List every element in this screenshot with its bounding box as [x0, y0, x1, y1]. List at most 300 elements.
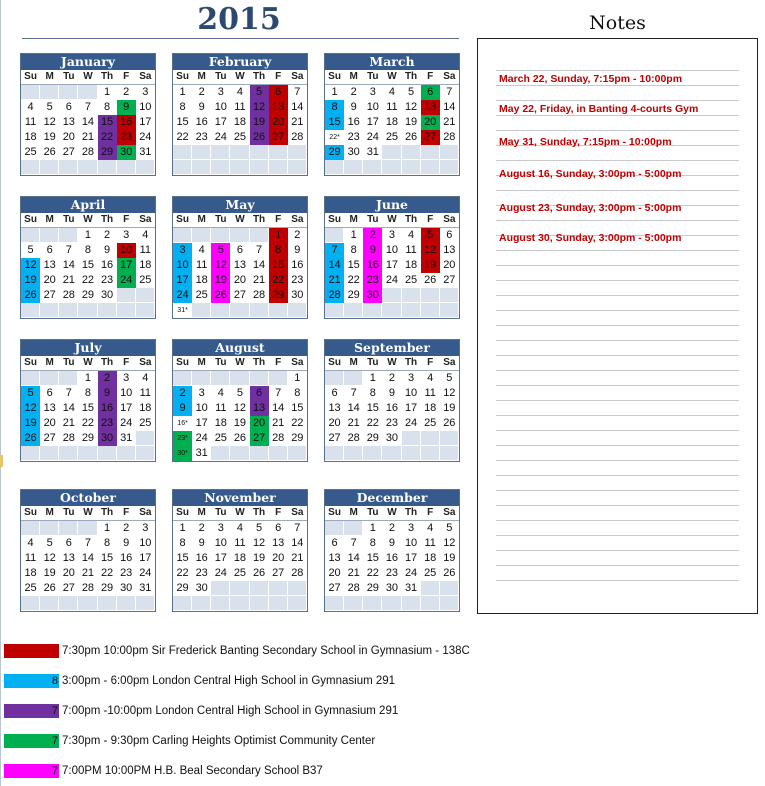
empty-cell — [59, 228, 78, 243]
empty-cell — [402, 145, 421, 160]
day-cell: 15 — [325, 115, 344, 130]
empty-cell — [440, 581, 459, 596]
month-may — [172, 196, 308, 319]
day-cell: 9 — [294, 244, 301, 256]
month-december — [324, 489, 460, 612]
day-cell: 3 — [408, 372, 415, 384]
day-cell: 9 — [104, 244, 111, 256]
weekday-label: W — [83, 71, 93, 82]
weekday-label: W — [387, 214, 397, 225]
month-january — [20, 53, 156, 176]
weekday-label: W — [83, 357, 93, 368]
day-cell: 10 — [366, 101, 379, 113]
weekday-label: Th — [252, 71, 266, 82]
day-cell: 25 — [139, 417, 152, 429]
day-cell: 15 — [366, 402, 379, 414]
day-cell: 26 — [43, 146, 56, 158]
day-cell: 17 — [214, 116, 227, 128]
day-cell: 29 — [269, 288, 288, 303]
month-title: February — [173, 54, 307, 70]
weekday-label: F — [275, 507, 282, 518]
empty-cell — [344, 303, 363, 318]
empty-cell — [402, 431, 421, 446]
empty-cell — [269, 303, 288, 318]
day-cell: 4 — [236, 86, 243, 98]
empty-cell — [21, 160, 40, 175]
day-cell: 8 — [269, 243, 288, 258]
empty-cell — [40, 596, 59, 611]
month-april — [20, 196, 156, 319]
empty-cell — [250, 145, 269, 160]
empty-cell — [440, 288, 459, 303]
year-title: 2015 — [197, 2, 281, 37]
day-cell: 8 — [369, 537, 376, 549]
day-cell: 12 — [21, 401, 40, 416]
day-cell: 27 — [43, 289, 56, 301]
day-cell: 18 — [424, 402, 437, 414]
day-cell: 26 — [250, 130, 269, 145]
empty-cell — [40, 85, 59, 100]
empty-cell — [440, 303, 459, 318]
legend-swatch: 7 — [4, 734, 59, 748]
empty-cell — [59, 85, 78, 100]
day-cell: 11 — [424, 537, 436, 549]
empty-cell — [173, 160, 192, 175]
legend-label: 7:30pm 10:00pm Sir Frederick Banting Secondary School in Gymnasium - 138C — [62, 645, 470, 657]
empty-cell — [173, 371, 192, 386]
day-cell: 2 — [98, 371, 117, 386]
empty-cell — [269, 446, 288, 461]
month-june — [324, 196, 460, 319]
empty-cell — [98, 303, 117, 318]
day-cell: 20 — [43, 274, 56, 286]
day-cell: 15 — [291, 402, 304, 414]
legend-swatch: 7 — [4, 704, 59, 718]
notes-rule-line — [496, 550, 739, 551]
day-cell: 26 — [43, 582, 56, 594]
day-cell: 31 — [366, 146, 379, 158]
day-cell: 12 — [443, 537, 456, 549]
day-cell: 3 — [217, 86, 224, 98]
row-marker — [0, 455, 3, 467]
day-cell: 22 — [291, 417, 304, 429]
empty-cell — [59, 303, 78, 318]
empty-cell — [59, 160, 78, 175]
empty-cell — [325, 446, 344, 461]
day-cell: 20 — [328, 417, 341, 429]
weekday-header — [325, 213, 459, 228]
weekday-label: Tu — [63, 357, 75, 368]
day-cell: 7 — [446, 86, 453, 98]
empty-cell — [98, 160, 117, 175]
empty-cell — [59, 371, 78, 386]
day-cell: 26 — [233, 432, 247, 444]
day-cell: 13 — [43, 259, 56, 271]
day-cell: 5 — [46, 101, 53, 113]
day-cell: 16 — [98, 401, 117, 416]
day-cell: 25 — [424, 567, 437, 579]
empty-cell — [211, 303, 230, 318]
weekday-label: Sa — [139, 507, 152, 518]
weekday-label: Sa — [291, 214, 304, 225]
weekday-label: F — [123, 71, 130, 82]
day-cell: 30 — [98, 431, 117, 446]
day-cell: 4 — [408, 229, 415, 241]
empty-cell — [421, 431, 440, 446]
empty-cell — [211, 160, 230, 175]
day-cell: 21 — [347, 567, 360, 579]
empty-cell — [421, 446, 440, 461]
day-cell: 7 — [325, 243, 344, 258]
weekday-header — [173, 70, 307, 85]
empty-cell — [421, 581, 440, 596]
day-cell: 19 — [21, 416, 40, 431]
empty-cell — [40, 446, 59, 461]
day-cell: 27 — [443, 274, 456, 286]
weekday-label: Sa — [291, 71, 304, 82]
empty-cell — [250, 371, 269, 386]
day-cell: 19 — [250, 115, 269, 130]
day-cell: 31 — [404, 582, 418, 594]
day-cell: 31 — [195, 447, 208, 459]
empty-cell — [344, 446, 363, 461]
weekday-label: F — [275, 214, 282, 225]
empty-cell — [230, 446, 249, 461]
weekday-label: Tu — [63, 71, 75, 82]
day-cell: 22 — [347, 274, 360, 286]
empty-cell — [192, 371, 211, 386]
empty-cell — [98, 446, 117, 461]
empty-cell — [230, 303, 249, 318]
legend-swatch: 8 — [4, 674, 59, 688]
day-cell: 19 — [43, 131, 56, 143]
day-cell: 15 — [81, 259, 95, 271]
notes-rule-line — [496, 190, 739, 191]
empty-cell — [117, 446, 136, 461]
weekday-label: F — [275, 71, 282, 82]
day-cell: 15 — [98, 115, 117, 130]
day-cell: 21 — [443, 116, 456, 128]
weekday-label: M — [197, 214, 206, 225]
empty-cell — [440, 431, 459, 446]
day-cell: 22 — [100, 567, 114, 579]
day-cell: 23 — [347, 131, 360, 143]
day-cell: 22* — [329, 134, 340, 141]
month-july — [20, 339, 156, 462]
legend-label: 7:00pm -10:00pm London Central High School in Gymnasium 291 — [62, 705, 399, 717]
empty-cell — [117, 160, 136, 175]
day-cell: 18 — [139, 259, 152, 271]
day-cell: 7 — [275, 387, 282, 399]
day-cell: 7 — [84, 101, 91, 113]
day-cell: 24 — [385, 274, 399, 286]
day-cell: 22 — [81, 274, 95, 286]
day-cell: 2 — [350, 86, 357, 98]
day-cell: 28 — [81, 146, 95, 158]
empty-cell — [117, 288, 136, 303]
day-cell: 14 — [347, 552, 360, 564]
legend-swatch: 7 — [4, 764, 59, 778]
weekday-label: Th — [252, 214, 266, 225]
notes-rule-line — [496, 325, 739, 326]
day-cell: 9 — [98, 386, 117, 401]
day-cell: 3 — [198, 387, 205, 399]
day-cell: 2 — [123, 522, 130, 534]
day-cell: 12 — [250, 100, 269, 115]
empty-cell — [40, 160, 59, 175]
day-cell: 23 — [120, 567, 133, 579]
empty-cell — [173, 596, 192, 611]
day-cell: 28 — [325, 288, 344, 303]
notes-rule-line — [496, 115, 739, 116]
day-cell: 11 — [215, 402, 227, 414]
note-entry: August 23, Sunday, 3:00pm - 5:00pm — [499, 202, 682, 214]
day-cell: 5 — [256, 522, 263, 534]
day-cell: 20 — [272, 552, 285, 564]
notes-rule-line — [496, 370, 739, 371]
empty-cell — [192, 228, 211, 243]
empty-cell — [269, 145, 288, 160]
empty-cell — [21, 371, 40, 386]
day-cell: 20 — [62, 567, 75, 579]
month-november — [172, 489, 308, 612]
day-cell: 20 — [443, 259, 456, 271]
weekday-label: F — [427, 357, 434, 368]
day-cell: 28 — [62, 432, 75, 444]
day-cell: 23 — [98, 416, 117, 431]
day-cell: 16 — [195, 552, 208, 564]
note-entry: March 22, Sunday, 7:15pm - 10:00pm — [499, 73, 683, 85]
empty-cell — [192, 303, 211, 318]
day-cell: 18 — [385, 116, 399, 128]
day-cell: 12 — [252, 537, 266, 549]
weekday-label: Th — [252, 507, 266, 518]
month-title: December — [325, 490, 459, 506]
day-cell: 12 — [421, 243, 440, 258]
day-cell: 30 — [363, 288, 382, 303]
day-cell: 3 — [142, 86, 149, 98]
day-cell: 8 — [179, 537, 186, 549]
empty-cell — [402, 596, 421, 611]
day-cell: 5 — [446, 522, 453, 534]
empty-cell — [250, 303, 269, 318]
day-cell: 18 — [195, 274, 208, 286]
day-cell: 1 — [369, 372, 376, 384]
empty-cell — [363, 596, 382, 611]
day-cell: 14 — [81, 116, 95, 128]
day-cell: 8 — [84, 244, 91, 256]
day-cell: 14 — [272, 402, 285, 414]
legend-label: 7:00PM 10:00PM H.B. Beal Secondary School B37 — [62, 765, 323, 777]
weekday-label: Su — [176, 507, 189, 518]
day-cell: 4 — [388, 86, 395, 98]
empty-cell — [21, 303, 40, 318]
day-cell: 16 — [385, 402, 399, 414]
month-title: September — [325, 340, 459, 356]
empty-cell — [40, 521, 59, 536]
weekday-label: F — [123, 507, 130, 518]
day-cell: 3 — [388, 229, 395, 241]
day-cell: 30 — [291, 289, 304, 301]
weekday-label: Th — [100, 214, 114, 225]
day-cell: 27 — [272, 567, 285, 579]
day-cell: 24 — [214, 131, 227, 143]
day-cell: 6 — [65, 101, 72, 113]
notes-rule-line — [496, 475, 739, 476]
day-cell: 2 — [173, 386, 192, 401]
day-cell: 14 — [252, 259, 266, 271]
day-cell: 19 — [421, 258, 440, 273]
day-cell: 21 — [252, 274, 266, 286]
day-cell: 2 — [294, 229, 301, 241]
empty-cell — [230, 596, 249, 611]
day-cell: 30 — [100, 289, 114, 301]
empty-cell — [59, 521, 78, 536]
day-cell: 24 — [404, 567, 418, 579]
day-cell: 15 — [81, 402, 95, 414]
weekday-label: W — [83, 214, 93, 225]
day-cell: 1 — [84, 372, 91, 384]
day-cell: 18 — [24, 131, 37, 143]
weekday-label: W — [235, 214, 245, 225]
weekday-label: M — [45, 214, 54, 225]
weekday-label: Su — [24, 214, 37, 225]
empty-cell — [440, 446, 459, 461]
day-cell: 13 — [443, 244, 456, 256]
weekday-label: Su — [176, 71, 189, 82]
day-cell: 4 — [217, 387, 224, 399]
weekday-label: Tu — [215, 214, 227, 225]
weekday-label: M — [45, 357, 54, 368]
day-cell: 17 — [214, 552, 227, 564]
day-cell: 20 — [421, 115, 440, 130]
day-cell: 23 — [385, 567, 399, 579]
day-cell: 29 — [366, 582, 379, 594]
empty-cell — [136, 596, 155, 611]
day-cell: 6 — [46, 244, 53, 256]
weekday-label: Tu — [367, 71, 379, 82]
weekday-label: W — [387, 507, 397, 518]
day-cell: 6 — [250, 386, 269, 401]
notes-rule-line — [496, 160, 739, 161]
empty-cell — [211, 596, 230, 611]
day-cell: 3 — [123, 229, 130, 241]
day-cell: 1 — [179, 522, 186, 534]
weekday-label: Sa — [443, 214, 456, 225]
day-cell: 3 — [217, 522, 224, 534]
day-cell: 7 — [350, 387, 357, 399]
day-cell: 23 — [385, 417, 399, 429]
day-cell: 10 — [385, 244, 399, 256]
weekday-header — [173, 213, 307, 228]
day-cell: 18 — [139, 402, 152, 414]
empty-cell — [40, 303, 59, 318]
weekday-label: M — [197, 71, 206, 82]
day-cell: 2 — [104, 229, 111, 241]
day-cell: 27 — [328, 582, 341, 594]
day-cell: 24 — [214, 567, 227, 579]
empty-cell — [230, 581, 249, 596]
day-cell: 15 — [176, 116, 189, 128]
day-cell: 6 — [331, 387, 338, 399]
day-cell: 5 — [408, 86, 415, 98]
weekday-label: M — [349, 214, 358, 225]
day-cell: 19 — [21, 273, 40, 288]
day-cell: 11 — [234, 101, 246, 113]
day-cell: 25 — [139, 274, 152, 286]
notes-rule-line — [496, 385, 739, 386]
notes-title: Notes — [589, 12, 646, 34]
day-cell: 1 — [331, 86, 338, 98]
month-title: August — [173, 340, 307, 356]
weekday-label: Sa — [139, 357, 152, 368]
day-cell: 22 — [176, 567, 189, 579]
day-cell: 22 — [81, 417, 95, 429]
day-cell: 14 — [443, 101, 456, 113]
weekday-label: Su — [176, 214, 189, 225]
weekday-label: Th — [252, 357, 266, 368]
day-cell: 13 — [269, 100, 288, 115]
weekday-label: Th — [100, 71, 114, 82]
empty-cell — [382, 288, 401, 303]
day-cell: 25 — [424, 417, 437, 429]
day-cell: 16* — [177, 420, 188, 427]
day-cell: 22 — [366, 567, 379, 579]
day-cell: 2 — [388, 522, 395, 534]
empty-cell — [250, 160, 269, 175]
day-cell: 29 — [98, 145, 117, 160]
day-cell: 8 — [325, 100, 344, 115]
day-cell: 20 — [233, 274, 247, 286]
day-cell: 21 — [325, 273, 344, 288]
month-title: October — [21, 490, 155, 506]
day-cell: 26 — [21, 288, 40, 303]
day-cell: 9 — [363, 243, 382, 258]
notes-rule-line — [496, 580, 739, 581]
day-cell: 23* — [173, 431, 192, 446]
day-cell: 30 — [385, 582, 399, 594]
empty-cell — [402, 446, 421, 461]
notes-rule-line — [496, 535, 739, 536]
day-cell: 27 — [328, 432, 341, 444]
notes-rule-line — [496, 460, 739, 461]
day-cell: 11 — [139, 387, 152, 399]
day-cell: 10 — [173, 258, 192, 273]
day-cell: 26 — [404, 131, 418, 143]
day-cell: 4 — [27, 537, 34, 549]
day-cell: 23 — [117, 130, 136, 145]
day-cell: 30 — [347, 146, 360, 158]
weekday-label: Tu — [215, 71, 227, 82]
day-cell: 16 — [291, 259, 304, 271]
day-cell: 10 — [404, 537, 418, 549]
notes-rule-line — [496, 340, 739, 341]
weekday-label: Su — [24, 507, 37, 518]
day-cell: 28 — [81, 582, 95, 594]
weekday-label: Tu — [367, 214, 379, 225]
empty-cell — [78, 160, 97, 175]
day-cell: 10 — [117, 243, 136, 258]
empty-cell — [344, 596, 363, 611]
day-cell: 18 — [233, 116, 247, 128]
day-cell: 12 — [404, 101, 418, 113]
empty-cell — [382, 145, 401, 160]
day-cell: 5 — [211, 243, 230, 258]
empty-cell — [230, 145, 249, 160]
day-cell: 28 — [62, 289, 75, 301]
empty-cell — [402, 288, 421, 303]
day-cell: 8 — [104, 537, 111, 549]
